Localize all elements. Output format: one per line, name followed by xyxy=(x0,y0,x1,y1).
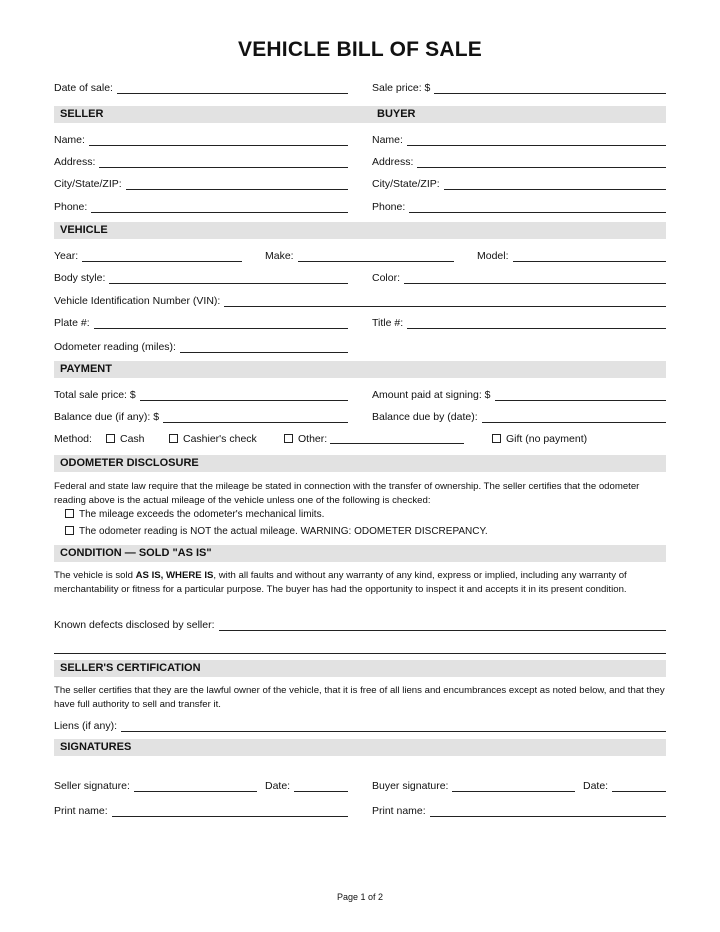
odometer-exceeds-checkbox[interactable] xyxy=(65,509,74,518)
as-is-emphasis: AS IS, WHERE IS xyxy=(135,570,214,581)
vehicle-header-bar xyxy=(54,222,666,239)
sale-price-field[interactable] xyxy=(372,79,666,97)
liens-row xyxy=(54,717,666,735)
plate-label: Plate #: xyxy=(54,317,90,329)
total-price-label: Total sale price: $ xyxy=(54,389,136,401)
odometer-line[interactable] xyxy=(180,352,348,353)
buyer-phone-label: Phone: xyxy=(372,201,406,213)
condition-text-end: , with all faults and without any warranty of any kind, express or implied, including any warranty of merchantability or fitness for a particular purpose. The buyer has had the opportunity to inspect it and accepts it in its present condition. xyxy=(54,570,627,595)
odometer-disclosure-header: ODOMETER DISCLOSURE xyxy=(60,457,199,469)
plate-title-row xyxy=(54,314,666,332)
odometer-disclosure-header-bar xyxy=(54,455,666,472)
body-color-row xyxy=(54,269,666,287)
vin-row xyxy=(54,292,666,310)
payment-header-bar xyxy=(54,361,666,378)
party-header-bar xyxy=(54,106,666,123)
buyer-print-name-line[interactable] xyxy=(430,816,666,817)
balance-due-label: Balance due (if any): $ xyxy=(54,411,160,423)
amount-paid-label: Amount paid at signing: $ xyxy=(372,389,491,401)
seller-name-label: Name: xyxy=(54,134,85,146)
cashiers-check-label: Cashier's check xyxy=(183,433,257,445)
odometer-field[interactable] xyxy=(54,338,348,356)
seller-phone-label: Phone: xyxy=(54,201,88,213)
cashiers-check-checkbox[interactable] xyxy=(169,434,178,443)
cash-checkbox[interactable] xyxy=(106,434,115,443)
vin-field[interactable] xyxy=(54,292,666,310)
buyer-city-line[interactable] xyxy=(444,189,666,190)
balance-due-field[interactable] xyxy=(54,408,348,426)
seller-phone-field[interactable] xyxy=(54,198,348,216)
condition-text-start: The vehicle is sold xyxy=(54,570,136,581)
buyer-signature-field[interactable] xyxy=(372,777,575,795)
balance-due-line[interactable] xyxy=(163,422,348,423)
page-number: Page 1 of 2 xyxy=(336,892,384,902)
buyer-name-field[interactable] xyxy=(372,131,666,149)
odometer-disclosure-text: Federal and state law require that the mileage be stated in connection with the transfer of ownership. The seller certifies that the odometer reading above is the actual mileage of the vehicle unless one of the following is checked: xyxy=(54,481,640,506)
seller-date-label: Date: xyxy=(265,780,291,792)
seller-name-field[interactable] xyxy=(54,131,348,149)
total-price-field[interactable] xyxy=(54,386,348,404)
sale-info-row xyxy=(54,79,666,97)
sale-price-line[interactable] xyxy=(434,93,666,94)
phone-row xyxy=(54,198,666,216)
model-label: Model: xyxy=(477,250,509,262)
liens-label: Liens (if any): xyxy=(54,720,118,732)
make-field[interactable] xyxy=(265,247,454,265)
color-field[interactable] xyxy=(372,269,666,287)
condition-section-header: CONDITION — SOLD "AS IS" xyxy=(60,547,212,559)
liens-field[interactable] xyxy=(54,717,666,735)
method-cash-option[interactable] xyxy=(106,433,145,445)
vehicle-section-header: VEHICLE xyxy=(60,224,108,236)
seller-city-field[interactable] xyxy=(54,175,348,193)
sale-price-label: Sale price: $ xyxy=(372,82,431,94)
other-line[interactable] xyxy=(330,443,464,444)
certification-text: The seller certifies that they are the lawful owner of the vehicle, that it is free of all liens and encumbrances except as noted below, and that they have full authority to sell and transfer it. xyxy=(54,685,665,710)
vin-label: Vehicle Identification Number (VIN): xyxy=(54,295,221,307)
buyer-section-header: BUYER xyxy=(377,108,416,120)
gift-checkbox[interactable] xyxy=(492,434,501,443)
amount-paid-line[interactable] xyxy=(495,400,667,401)
seller-city-label: City/State/ZIP: xyxy=(54,178,122,190)
city-row xyxy=(54,175,666,193)
title-number-line[interactable] xyxy=(407,328,666,329)
name-row xyxy=(54,131,666,149)
condition-header-bar xyxy=(54,545,666,562)
date-of-sale-field[interactable] xyxy=(54,79,348,97)
buyer-city-field[interactable] xyxy=(372,175,666,193)
payment-section-header: PAYMENT xyxy=(60,363,112,375)
known-defects-field[interactable] xyxy=(54,616,666,634)
method-cashiers-check-option[interactable] xyxy=(169,433,257,445)
buyer-print-name-field[interactable] xyxy=(372,802,666,820)
balance-due-by-line[interactable] xyxy=(482,422,666,423)
body-style-label: Body style: xyxy=(54,272,106,284)
method-other-option[interactable] xyxy=(284,433,464,445)
total-price-line[interactable] xyxy=(140,400,348,401)
model-line[interactable] xyxy=(513,261,666,262)
total-paid-row xyxy=(54,386,666,404)
seller-city-line[interactable] xyxy=(126,189,348,190)
buyer-phone-line[interactable] xyxy=(409,212,666,213)
buyer-print-name-label: Print name: xyxy=(372,805,426,817)
seller-name-line[interactable] xyxy=(89,145,348,146)
seller-address-field[interactable] xyxy=(54,153,348,171)
print-name-row xyxy=(54,802,666,820)
seller-print-name-field[interactable] xyxy=(54,802,348,820)
other-checkbox[interactable] xyxy=(284,434,293,443)
buyer-date-line[interactable] xyxy=(612,791,666,792)
color-label: Color: xyxy=(372,272,401,284)
buyer-date-field[interactable] xyxy=(583,777,666,795)
signatures-section-header: SIGNATURES xyxy=(60,741,132,753)
seller-signature-label: Seller signature: xyxy=(54,780,130,792)
plate-line[interactable] xyxy=(94,328,348,329)
liens-line[interactable] xyxy=(121,731,666,732)
buyer-city-label: City/State/ZIP: xyxy=(372,178,440,190)
year-label: Year: xyxy=(54,250,79,262)
known-defects-extra-line[interactable] xyxy=(54,653,666,654)
title-number-field[interactable] xyxy=(372,314,666,332)
body-style-field[interactable] xyxy=(54,269,348,287)
vin-line[interactable] xyxy=(224,306,666,307)
seller-address-line[interactable] xyxy=(99,167,348,168)
cash-label: Cash xyxy=(120,433,145,445)
balance-due-by-label: Balance due by (date): xyxy=(372,411,478,423)
seller-date-line[interactable] xyxy=(294,791,348,792)
balance-due-by-field[interactable] xyxy=(372,408,666,426)
odometer-label: Odometer reading (miles): xyxy=(54,341,176,353)
method-label: Method: xyxy=(54,433,92,445)
title-number-label: Title #: xyxy=(372,317,404,329)
buyer-name-line[interactable] xyxy=(407,145,666,146)
payment-method-row xyxy=(54,433,666,449)
certification-header-bar xyxy=(54,660,666,677)
balance-row xyxy=(54,408,666,426)
seller-signature-line[interactable] xyxy=(134,791,257,792)
seller-date-field[interactable] xyxy=(265,777,348,795)
make-line[interactable] xyxy=(298,261,454,262)
buyer-phone-field[interactable] xyxy=(372,198,666,216)
odometer-not-actual-label: The odometer reading is NOT the actual mileage. WARNING: ODOMETER DISCREPANCY. xyxy=(79,526,488,537)
other-label: Other: xyxy=(298,433,328,445)
odometer-row xyxy=(54,338,666,356)
plate-field[interactable] xyxy=(54,314,348,332)
seller-address-label: Address: xyxy=(54,156,96,168)
buyer-signature-line[interactable] xyxy=(452,791,575,792)
make-label: Make: xyxy=(265,250,294,262)
document-title: VEHICLE BILL OF SALE xyxy=(238,38,482,61)
signature-row xyxy=(54,777,666,795)
address-row xyxy=(54,153,666,171)
year-field[interactable] xyxy=(54,247,242,265)
known-defects-line[interactable] xyxy=(219,630,667,631)
body-style-line[interactable] xyxy=(109,283,348,284)
year-line[interactable] xyxy=(82,261,242,262)
year-make-model-row xyxy=(54,247,666,265)
odometer-exceeds-option[interactable] xyxy=(65,509,677,525)
condition-text xyxy=(54,569,669,596)
odometer-not-actual-option[interactable] xyxy=(65,526,677,542)
known-defects-label: Known defects disclosed by seller: xyxy=(54,619,215,631)
buyer-address-field[interactable] xyxy=(372,153,666,171)
seller-phone-line[interactable] xyxy=(91,212,348,213)
date-of-sale-label: Date of sale: xyxy=(54,82,113,94)
known-defects-row xyxy=(54,616,666,634)
color-line[interactable] xyxy=(404,283,666,284)
certification-section-header: SELLER'S CERTIFICATION xyxy=(60,662,201,674)
seller-print-name-line[interactable] xyxy=(112,816,348,817)
seller-signature-field[interactable] xyxy=(54,777,257,795)
odometer-exceeds-label: The mileage exceeds the odometer's mechanical limits. xyxy=(79,509,325,520)
gift-label: Gift (no payment) xyxy=(506,433,588,445)
method-gift-option[interactable] xyxy=(492,433,587,445)
buyer-date-label: Date: xyxy=(583,780,609,792)
signatures-header-bar xyxy=(54,739,666,756)
seller-print-name-label: Print name: xyxy=(54,805,108,817)
seller-section-header: SELLER xyxy=(60,108,104,120)
buyer-name-label: Name: xyxy=(372,134,403,146)
buyer-address-line[interactable] xyxy=(417,167,666,168)
buyer-address-label: Address: xyxy=(372,156,414,168)
buyer-signature-label: Buyer signature: xyxy=(372,780,449,792)
model-field[interactable] xyxy=(477,247,666,265)
amount-paid-field[interactable] xyxy=(372,386,666,404)
date-of-sale-line[interactable] xyxy=(117,93,348,94)
odometer-not-actual-checkbox[interactable] xyxy=(65,526,74,535)
